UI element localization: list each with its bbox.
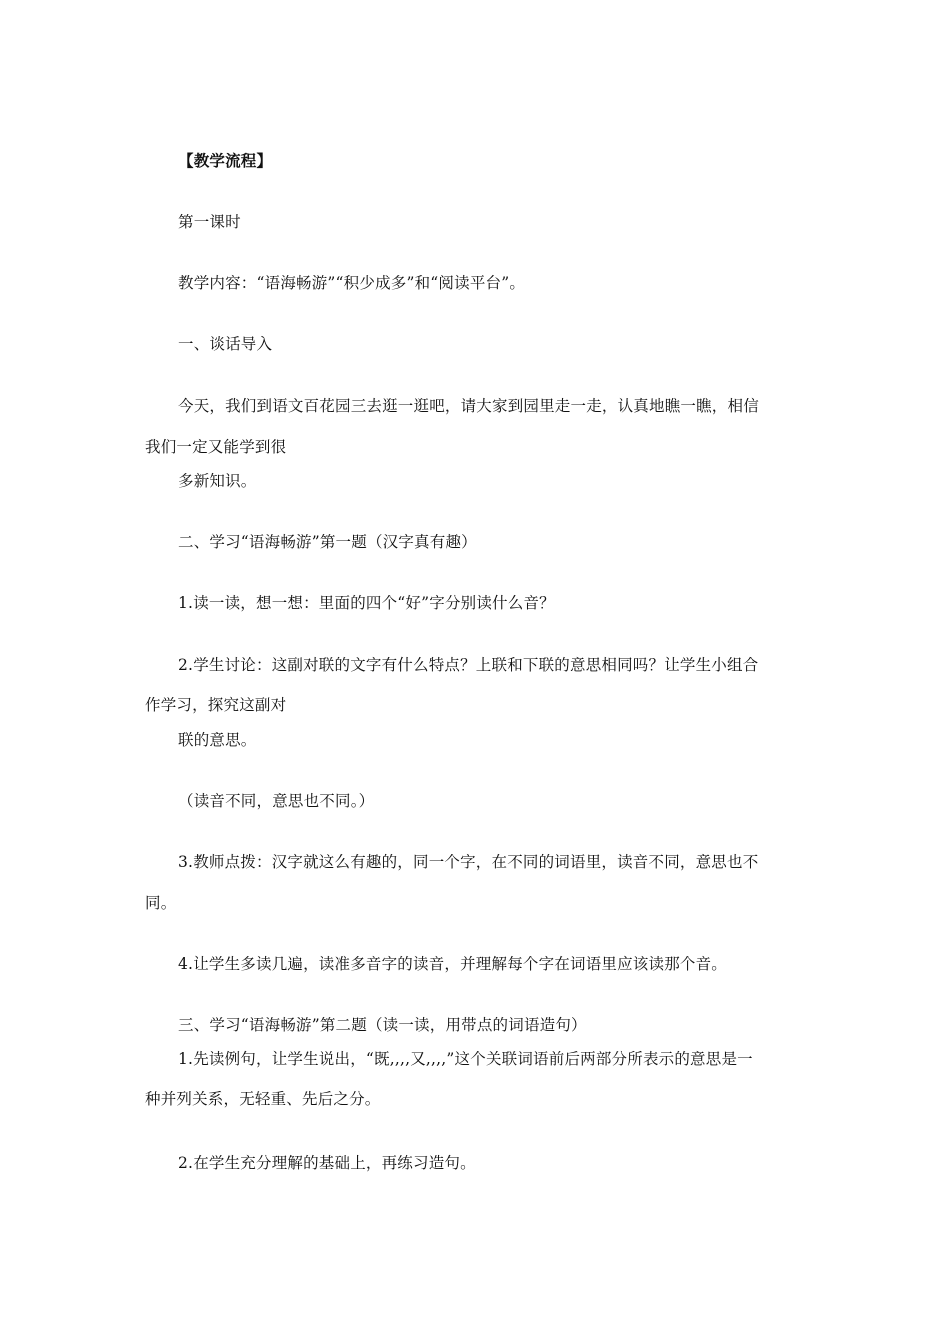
part3-item1-line2: 种并列关系，无轻重、先后之分。 xyxy=(145,1090,381,1108)
part2-item2-line3: 联的意思。 xyxy=(178,731,257,749)
part2-item1: 1.读一读，想一想：里面的四个“好”字分别读什么音？ xyxy=(178,594,555,612)
lesson-label: 第一课时 xyxy=(178,213,241,231)
part3-title: 三、学习“语海畅游”第二题（读一读，用带点的词语造句） xyxy=(178,1016,587,1034)
part2-item2-line2: 作学习，探究这副对 xyxy=(145,696,287,714)
part1-paragraph-line3: 多新知识。 xyxy=(178,472,257,490)
part2-item2-line1: 2.学生讨论：这副对联的文字有什么特点？上联和下联的意思相同吗？让学生小组合 xyxy=(178,656,759,674)
part3-item1-line1: 1.先读例句，让学生说出，“既,,,,又,,,,”这个关联词语前后两部分所表示的意思是一 xyxy=(178,1050,753,1068)
part2-note: （读音不同，意思也不同。） xyxy=(178,792,375,810)
section-heading: 【教学流程】 xyxy=(178,151,273,170)
part3-item2: 2.在学生充分理解的基础上，再练习造句。 xyxy=(178,1154,476,1172)
part1-paragraph-line1: 今天，我们到语文百花园三去逛一逛吧，请大家到园里走一走，认真地瞧一瞧，相信 xyxy=(178,397,759,415)
part2-title: 二、学习“语海畅游”第一题（汉字真有趣） xyxy=(178,533,477,551)
teaching-content: 教学内容：“语海畅游”“积少成多”和“阅读平台”。 xyxy=(178,274,526,292)
part1-title: 一、谈话导入 xyxy=(178,335,273,353)
part2-item4: 4.让学生多读几遍，读准多音字的读音，并理解每个字在词语里应该读那个音。 xyxy=(178,955,727,973)
part1-paragraph-line2: 我们一定又能学到很 xyxy=(145,438,287,456)
part2-item3-line1: 3.教师点拨：汉字就这么有趣的，同一个字，在不同的词语里，读音不同，意思也不 xyxy=(178,853,759,871)
part2-item3-line2: 同。 xyxy=(145,894,177,912)
